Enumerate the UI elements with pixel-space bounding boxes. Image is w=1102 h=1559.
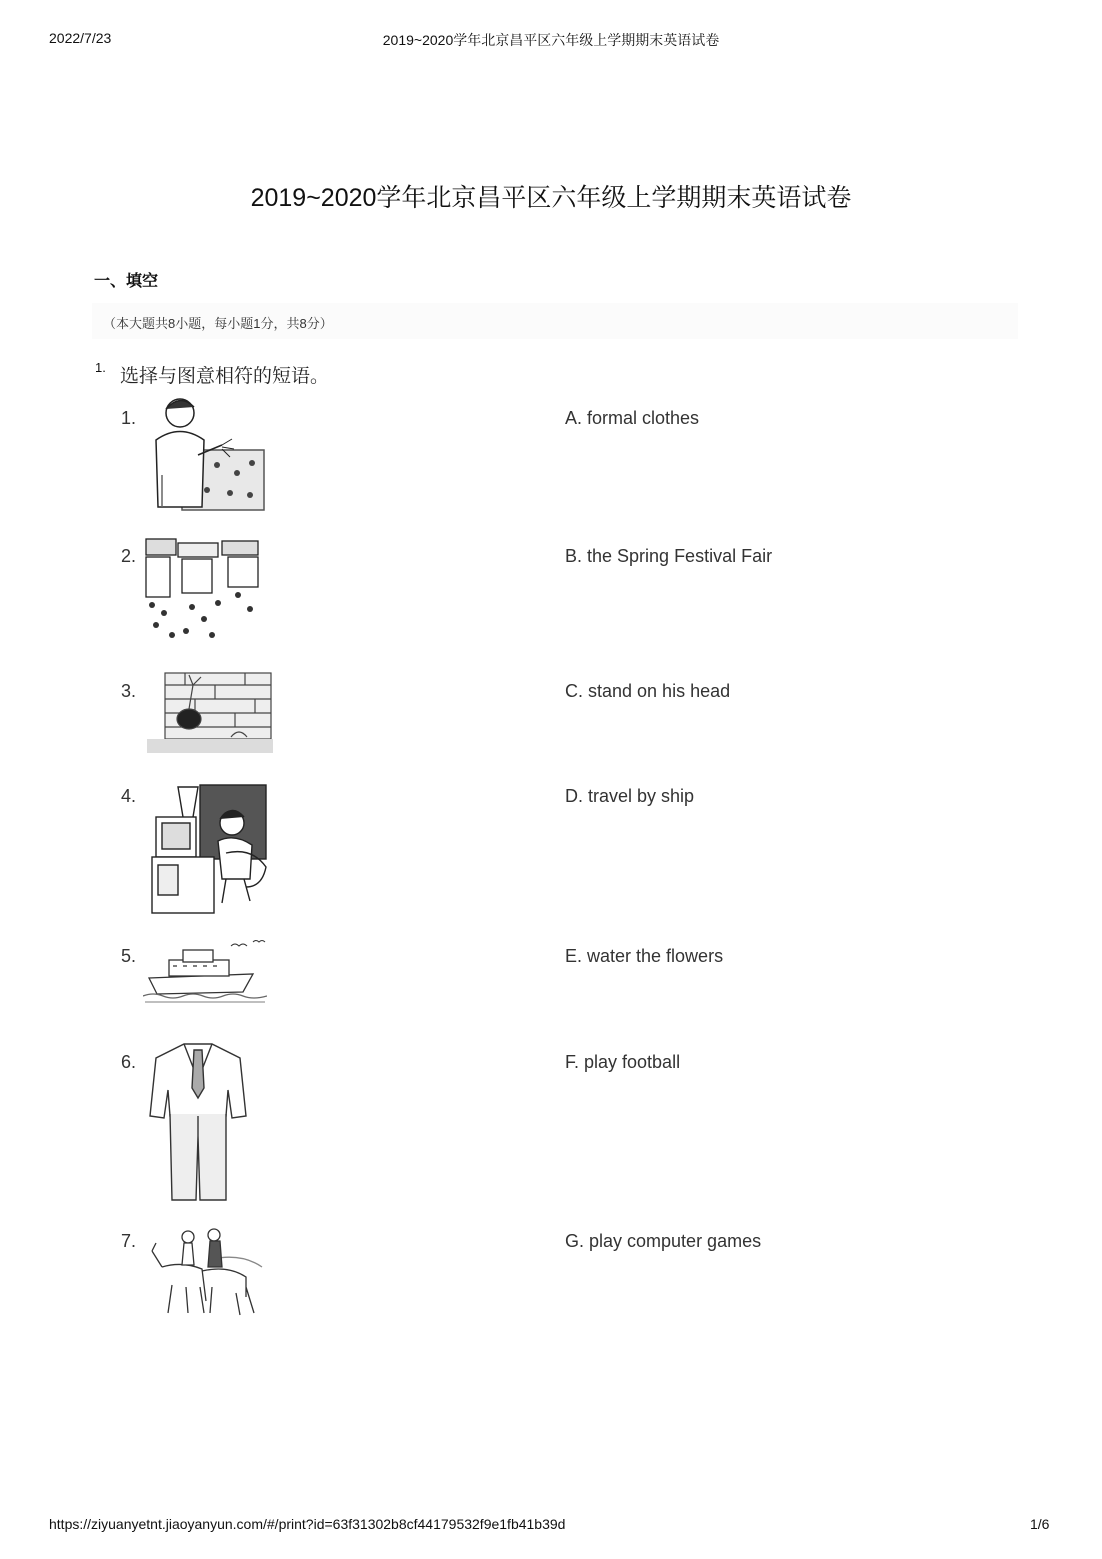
picture-computer-games (142, 783, 272, 915)
footer-url: https://ziyuanyetnt.jiaoyanyun.com/#/print?id=63f31302b8cf44179532f9e1fb41b39d (49, 1516, 566, 1532)
item-number-5: 5. (121, 946, 137, 966)
option-c: C. stand on his head (565, 681, 731, 701)
section-title: 一、填空 (94, 273, 159, 290)
picture-stand-on-head (145, 671, 275, 755)
option-a: A. formal clothes (565, 408, 700, 428)
item-number-2: 2. (121, 546, 137, 566)
page-number: 1/6 (1030, 1516, 1050, 1532)
picture-ship (143, 938, 267, 1004)
print-date: 2022/7/23 (49, 30, 112, 46)
section-instruction: （本大题共8小题，每小题1分，共8分） (103, 316, 333, 331)
option-f: F. play football (565, 1052, 681, 1072)
option-b: B. the Spring Festival Fair (565, 546, 773, 566)
item-number-3: 3. (121, 681, 137, 701)
item-number-4: 4. (121, 786, 137, 806)
item-number-6: 6. (121, 1052, 137, 1072)
picture-horse-riding (142, 1227, 266, 1319)
picture-spring-festival-fair (142, 535, 268, 651)
question-number: 1. (95, 360, 106, 375)
question-text: 选择与图意相符的短语。 (120, 366, 330, 387)
document-title: 2019~2020学年北京昌平区六年级上学期期末英语试卷 (250, 184, 852, 212)
option-g: G. play computer games (565, 1231, 762, 1251)
picture-watering-flowers (142, 395, 268, 515)
picture-formal-clothes (148, 1040, 248, 1204)
print-header-title: 2019~2020学年北京昌平区六年级上学期期末英语试卷 (382, 32, 720, 48)
option-e: E. water the flowers (565, 946, 724, 966)
item-number-7: 7. (121, 1231, 137, 1251)
option-d: D. travel by ship (565, 786, 695, 806)
item-number-1: 1. (121, 408, 137, 428)
